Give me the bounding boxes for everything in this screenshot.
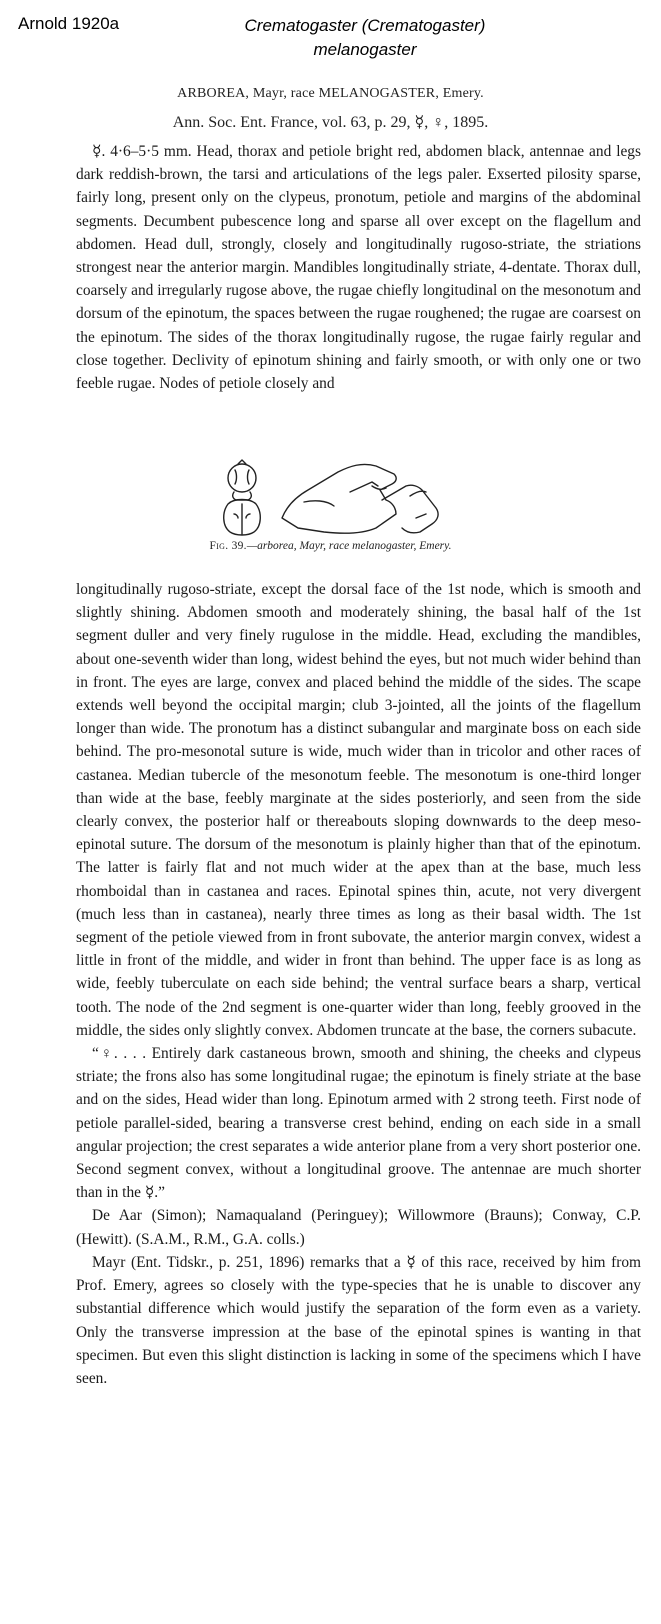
description-paragraph-1: ☿. 4·6–5·5 mm. Head, thorax and petiole bright red, abdomen black, antennae and legs dark reddish-brown, the tarsi and articulations of the legs paler. Exserted pilosity sparse, fairly long, present only on the clypeus, pronotum, petiole and margins of the abdominal segments. Decumbent pubescence long and sparse all over except on the flagellum and abdomen. Head dull, strongly, closely and longitudinally rugoso-striate, the striations strongest near the anterior margin. Mandibles longitudinally striate, 4-dentate. Thorax dull, coarsely and irregularly rugose above, the rugae chiefly longitudinal on the mesonotum and dorsum of the epinotum, the spaces between the rugae roughened; the rugae are coarsest on the epinotum. The sides of the thorax longitudinally rugose, the rugae fairly regular and close together. Declivity of epinotum shining and fairly smooth, or with only one or two feeble rugae. Nodes of petiole closely and	[76, 143, 641, 393]
header-title-line2: melanogaster	[313, 40, 417, 59]
thorax-side-view-drawing	[282, 464, 438, 533]
description-block-1	[76, 140, 641, 395]
figure-label: Fig. 39.	[209, 540, 247, 552]
description-paragraph-5: Mayr (Ent. Tidskr., p. 251, 1896) remarks that a ☿ of this race, received by him from Prof. Emery, agrees so closely with the type-species that he is unable to discover any substantial difference which would justify the separation of the form even as a variety. Only the transverse impression at the base of the epinotal spines is wanting in that specimen. But even this slight distinction is lacking in some of the specimens which I have seen.	[76, 1253, 641, 1387]
header-title-line1: Crematogaster (Crematogaster)	[244, 16, 486, 35]
description-block-2	[76, 578, 641, 1390]
description-paragraph-2: longitudinally rugoso-striate, except the dorsal face of the 1st node, which is smooth and slightly shining. Abdomen smooth and moderately shining, the basal half of the 1st segment duller and very finely rugulose in the middle. Head, excluding the mandibles, about one-seventh wider than long, widest behind the eyes, but not much wider behind than in front. The eyes are large, convex and placed behind the middle of the sides. The scape extends well beyond the occipital margin; club 3-jointed, all the joints of the flagellum longer than wide. The pronotum has a distinct subangular and marginate boss on each side behind. The pro-mesonotal suture is wide, much wider than in tricolor and other races of castanea. Median tubercle of the mesonotum feeble. The mesonotum is one-third longer than wide at the base, feebly marginate at the sides posteriorly, and seen from the side clearly convex, the posterior half or thereabouts sloping downwards to the deep meso-epinotal suture. The dorsum of the mesonotum is plainly higher than that of the epinotum. The latter is fairly flat and not much wider at the apex than at the base, much less rhomboidal than in castanea and races. Epinotal spines thin, acute, not very divergent (much less than in castanea), nearly three times as long as their basal width. The 1st segment of the petiole viewed from in front subovate, the anterior margin convex, widest a little in front of the middle, and wider in front than behind. The upper face is as long as wide, feebly tuberculate on each side behind; the ventral surface bears a sharp, vertical tooth. The node of the 2nd segment is one-quarter wider than long, feebly grooved in the middle, the sides only slightly convex. Abdomen truncate at the base, the corners subacute.	[76, 581, 641, 1039]
description-paragraph-4: De Aar (Simon); Namaqualand (Peringuey); Willowmore (Brauns); Conway, C.P. (Hewitt). (S.A.M., R.M., G.A. colls.)	[76, 1207, 641, 1248]
description-paragraph-3: “♀. . . . Entirely dark castaneous brown, smooth and shining, the cheeks and clypeus striate; the frons also has some longitudinal rugae; the epinotum is finely striate at the base and on the sides, Head wider than long. Epinotum armed with 2 strong teeth. First node of petiole parallel-sided, bearing a transverse crest behind, ending on each side in a small angular projection; the crest separates a wide anterior plane from a very short posterior one. Second segment convex, without a longitudinal groove. The antennae are much shorter than in the ☿.”	[76, 1045, 641, 1202]
ant-petiole-figure	[200, 456, 460, 540]
figure-caption-text: —arborea, Mayr, race melanogaster, Emery.	[246, 540, 452, 552]
header-reference: Arnold 1920a	[18, 14, 120, 33]
petiole-top-view-drawing	[224, 460, 261, 535]
citation-line: Ann. Soc. Ent. France, vol. 63, p. 29, ☿, ♀, 1895.	[172, 114, 489, 131]
header-title	[185, 14, 545, 62]
species-name-line: ARBOREA, Mayr, race MELANOGASTER, Emery.	[177, 86, 484, 101]
figure-caption	[0, 540, 661, 552]
